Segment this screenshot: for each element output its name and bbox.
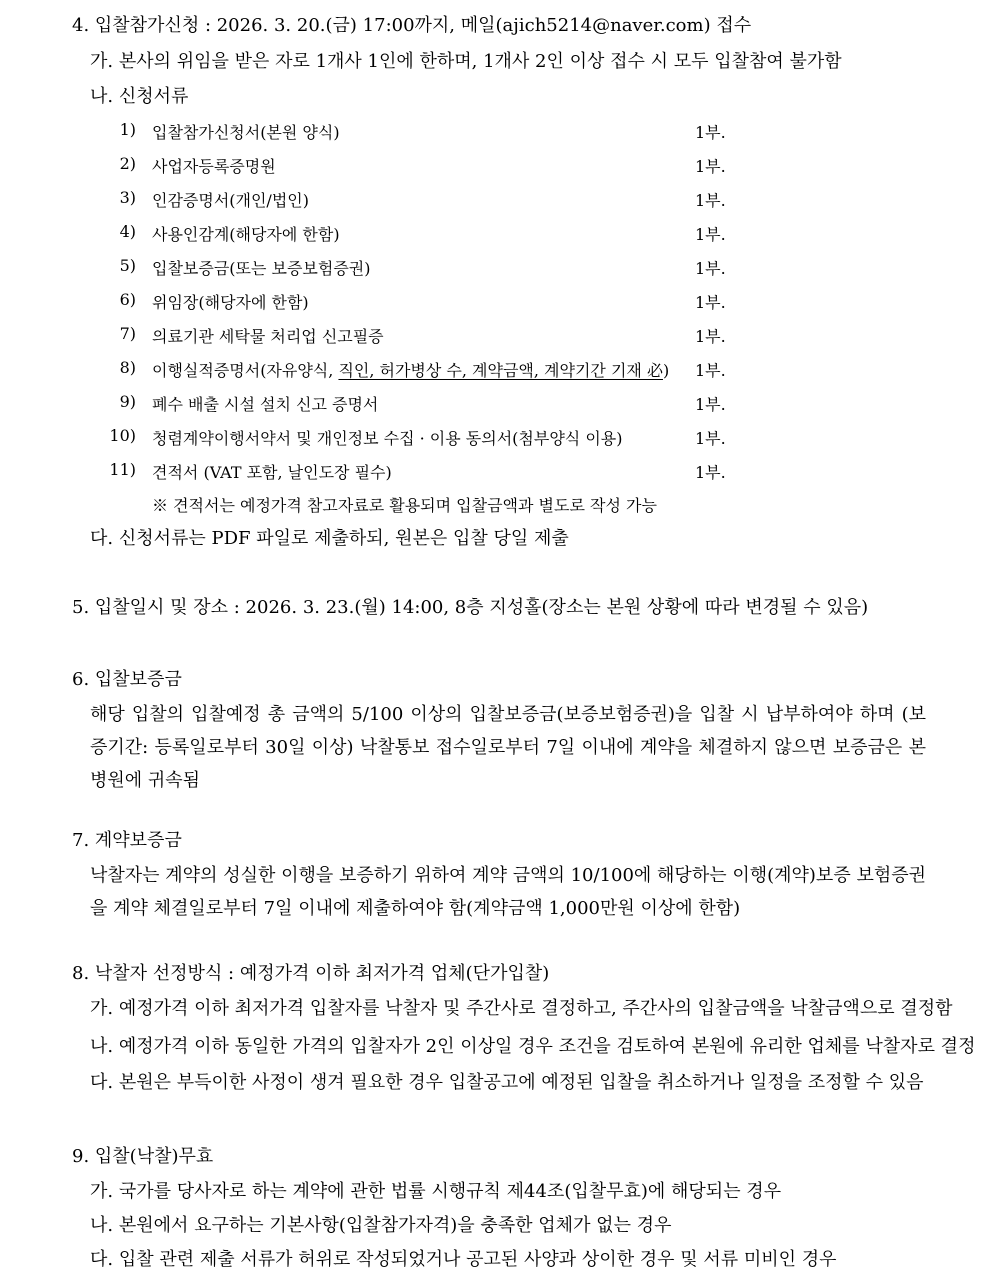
section-4-na: 나. 신청서류: [90, 86, 189, 107]
list-item-qty: 1부.: [695, 327, 726, 346]
list-item-qty: 1부.: [695, 191, 726, 210]
list-item-number: 4): [119, 222, 136, 241]
section-7-body: 낙찰자는 계약의 성실한 이행을 보증하기 위하여 계약 금액의 10/100에 해당하는 이행(계약)보증 보험증권을 계약 체결일로부터 7일 이내에 제출하여야 함(계약금액 1,000만원 이상에 한함): [90, 865, 926, 919]
section-9-da: 다. 입찰 관련 제출 서류가 허위로 작성되었거나 공고된 사양과 상이한 경우 및 서류 미비인 경우: [90, 1249, 837, 1270]
list-item-text: 견적서 (VAT 포함, 날인도장 필수): [152, 463, 392, 482]
list-item-qty: 1부.: [695, 225, 726, 244]
section-9-ga: 가. 국가를 당사자로 하는 계약에 관한 법률 시행규칙 제44조(입찰무효)에 해당되는 경우: [90, 1181, 782, 1202]
list-item-number: 8): [119, 358, 136, 377]
list-item-qty: 1부.: [695, 259, 726, 278]
list-item-number: 5): [119, 256, 136, 275]
section-8-ga: 가. 예정가격 이하 최저가격 입찰자를 낙찰자 및 주간사로 결정하고, 주간사의 입찰금액을 낙찰금액으로 결정함: [90, 998, 953, 1019]
list-item-number: 11): [109, 460, 136, 479]
list-item-qty: 1부.: [695, 361, 726, 380]
list-item-text: [152, 358, 669, 381]
section-4-da: 다. 신청서류는 PDF 파일로 제출하되, 원본은 입찰 당일 제출: [90, 528, 569, 549]
list-item-text: 입찰참가신청서(본원 양식): [152, 123, 340, 142]
list-item-text: 위임장(해당자에 한함): [152, 293, 309, 312]
list-item-number: 1): [119, 120, 136, 139]
list-item-qty: 1부.: [695, 123, 726, 142]
section-6-body: 해당 입찰의 입찰예정 총 금액의 5/100 이상의 입찰보증금(보증보험증권)을 입찰 시 납부하여야 하며 (보증기간: 등록일로부터 30일 이상) 낙찰통보 접수일로부터 7일 이내에 계약을 체결하지 않으면 보증금은 본병원에 귀속됨: [90, 704, 926, 791]
list-item-text: 사용인감계(해당자에 한함): [152, 225, 340, 244]
list-item-qty: 1부.: [695, 293, 726, 312]
list-item-number: 2): [119, 154, 136, 173]
list-item-qty: 1부.: [695, 395, 726, 414]
list-item-text: 사업자등록증명원: [152, 157, 276, 176]
section-4-title: 4. 입찰참가신청 : 2026. 3. 20.(금) 17:00까지, 메일(ajich5214@naver.com) 접수: [72, 15, 752, 36]
list-item-number: 7): [119, 324, 136, 343]
list-item-number: 10): [109, 426, 136, 445]
section-8-title: 8. 낙찰자 선정방식 : 예정가격 이하 최저가격 업체(단가입찰): [72, 963, 550, 984]
list-item-text-close: ): [662, 361, 670, 380]
section-6-title: 6. 입찰보증금: [72, 669, 182, 690]
list-item-text-lead: 이행실적증명서(자유양식,: [152, 361, 339, 380]
section-7-title: 7. 계약보증금: [72, 830, 182, 851]
section-5-title: 5. 입찰일시 및 장소 : 2026. 3. 23.(월) 14:00, 8층 지성홀(장소는 본원 상황에 따라 변경될 수 있음): [72, 597, 869, 618]
list-item-text: 입찰보증금(또는 보증보험증권): [152, 259, 371, 278]
list-item-qty: 1부.: [695, 157, 726, 176]
list-item-qty: 1부.: [695, 463, 726, 482]
section-9-title: 9. 입찰(낙찰)무효: [72, 1146, 214, 1167]
estimate-note: ※ 견적서는 예정가격 참고자료로 활용되며 입찰금액과 별도로 작성 가능: [152, 496, 657, 515]
list-item-text: 인감증명서(개인/법인): [152, 191, 309, 210]
section-4-ga: 가. 본사의 위임을 받은 자로 1개사 1인에 한하며, 1개사 2인 이상 접수 시 모두 입찰참여 불가함: [90, 51, 842, 72]
list-item-qty: 1부.: [695, 429, 726, 448]
list-item-number: 3): [119, 188, 136, 207]
list-item-number: 9): [119, 392, 136, 411]
list-item-text: 청렴계약이행서약서 및 개인정보 수집 · 이용 동의서(첨부양식 이용): [152, 429, 623, 448]
underlined-requirement: 직인, 허가병상 수, 계약금액, 계약기간 기재 必: [338, 361, 663, 380]
section-8-na: 나. 예정가격 이하 동일한 가격의 입찰자가 2인 이상일 경우 조건을 검토하여 본원에 유리한 업체를 낙찰자로 결정: [90, 1036, 976, 1057]
section-9-na: 나. 본원에서 요구하는 기본사항(입찰참가자격)을 충족한 업체가 없는 경우: [90, 1215, 672, 1236]
section-8-da: 다. 본원은 부득이한 사정이 생겨 필요한 경우 입찰공고에 예정된 입찰을 취소하거나 일정을 조정할 수 있음: [90, 1072, 924, 1093]
list-item-text: 의료기관 세탁물 처리업 신고필증: [152, 327, 384, 346]
list-item-number: 6): [119, 290, 136, 309]
list-item-text: 폐수 배출 시설 설치 신고 증명서: [152, 395, 379, 414]
